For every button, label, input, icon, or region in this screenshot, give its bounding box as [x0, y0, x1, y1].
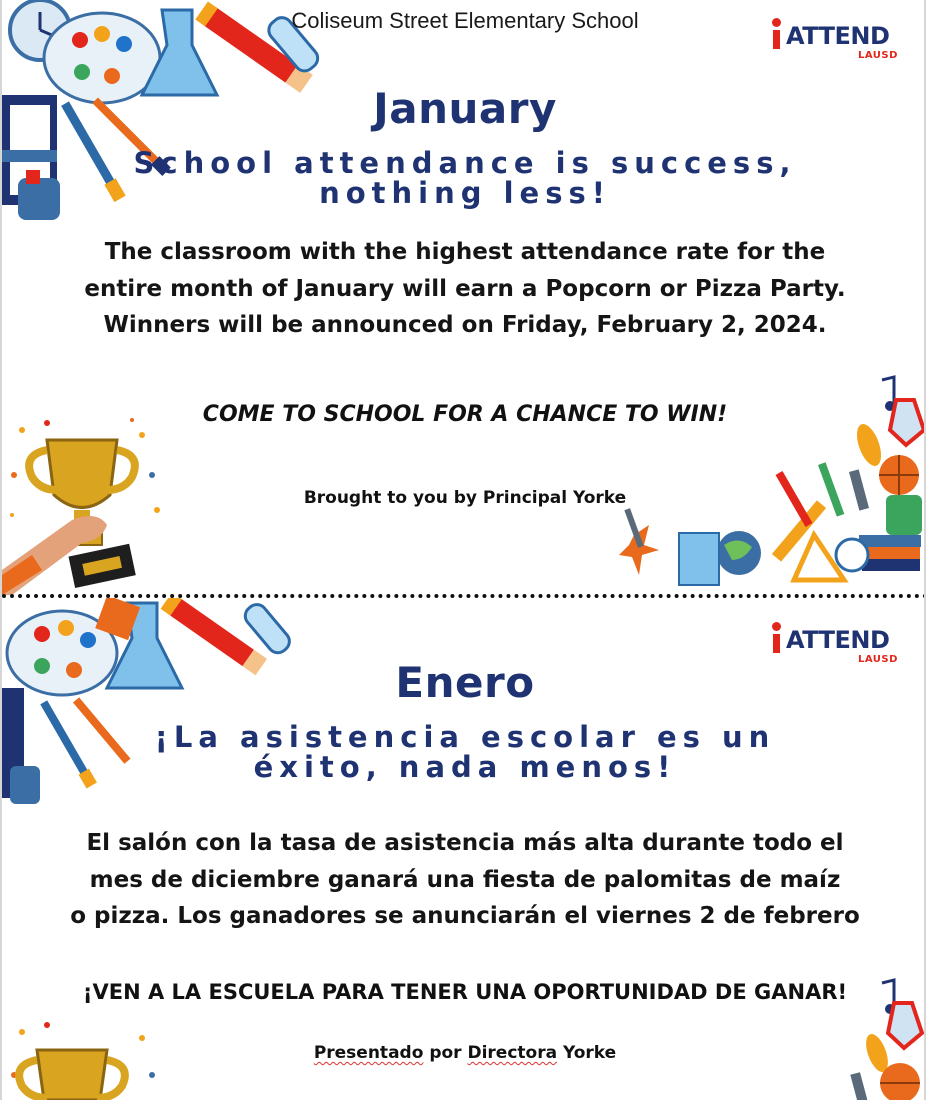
announcement-spanish-line-1: El salón con la tasa de asistencia más alta durante todo el: [86, 830, 844, 856]
month-title-english: January: [373, 84, 557, 133]
tagline-spanish-line-1: ¡La asistencia escolar es un: [154, 720, 776, 754]
logo-word: ATTEND: [786, 22, 890, 50]
byline-spanish-word-1: Presentado: [313, 1043, 424, 1063]
logo-i-bar: [773, 634, 780, 653]
announcement-spanish-line-3: o pizza. Los ganadores se anunciarán el viernes 2 de febrero: [70, 903, 860, 929]
school-name: Coliseum Street Elementary School: [291, 8, 639, 33]
trophy-illustration-bottom: [2, 1020, 172, 1100]
announcement-spanish: [2, 825, 926, 935]
logo-word: ATTEND: [786, 626, 890, 654]
byline-spanish-word-2: por: [429, 1043, 462, 1063]
tagline-spanish: [2, 722, 926, 782]
tagline-spanish-line-2: éxito, nada menos!: [253, 750, 677, 784]
logo-sub: LAUSD: [858, 50, 898, 61]
school-supplies-illustration-bottom: [614, 375, 926, 595]
tagline-english-line-1: School attendance is success,: [133, 146, 797, 180]
school-supplies-illustration-bottom-spanish: [842, 978, 926, 1100]
byline-spanish-word-3: Directora: [467, 1043, 558, 1063]
byline-english: Brought to you by Principal Yorke: [303, 488, 627, 508]
byline-spanish-word-4: Yorke: [562, 1043, 617, 1063]
month-title-spanish: Enero: [395, 658, 535, 707]
trophy-illustration-top: [2, 415, 172, 595]
logo-sub: LAUSD: [858, 654, 898, 665]
announcement-english-line-1: The classroom with the highest attendance rate for the: [104, 239, 826, 265]
logo-i-dot: [772, 622, 781, 631]
announcement-spanish-line-2: mes de diciembre ganará una fiesta de palomitas de maíz: [89, 866, 841, 893]
call-to-action-english: COME TO SCHOOL FOR A CHANCE TO WIN!: [202, 402, 728, 427]
announcement-english-line-3: Winners will be announced on Friday, February 2, 2024.: [103, 312, 827, 338]
call-to-action-spanish: ¡VEN A LA ESCUELA PARA TENER UNA OPORTUNIDAD DE GANAR!: [82, 980, 848, 1004]
announcement-english-line-2: entire month of January will earn a Popcorn or Pizza Party.: [84, 275, 846, 302]
announcement-english: [2, 234, 926, 344]
tagline-english-line-2: nothing less!: [319, 176, 611, 210]
tagline-english: [2, 148, 926, 208]
